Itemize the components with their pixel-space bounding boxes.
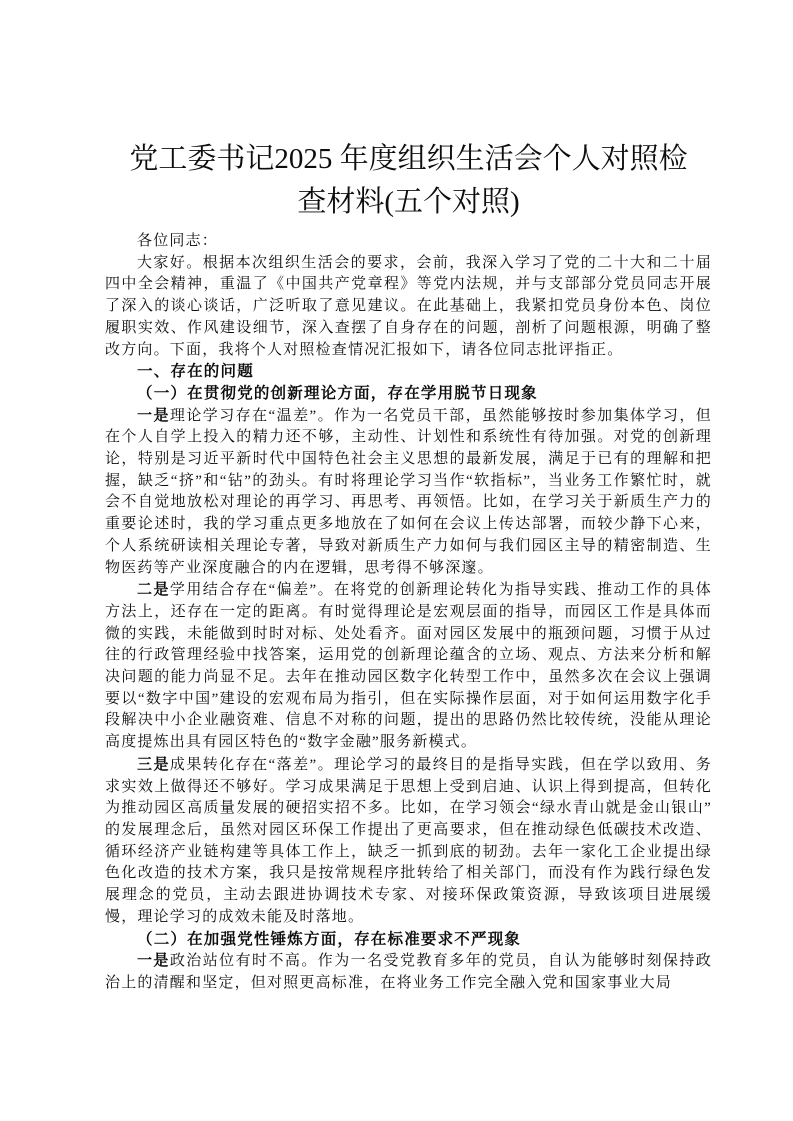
- intro-paragraph: 大家好。根据本次组织生活会的要求，会前，我深入学习了党的二十大和二十届四中全会精神，重温了《中国共产党章程》等党内法规，并与支部部分党员同志开展了深入的谈心谈话，广泛听取了意见建议。在此基础上，我紧扣党员身份本色、岗位履职实效、作风建设细节，深入查摆了自身存在的问题，剖析了问题根源，明确了整改方向。下面，我将个人对照检查情况汇报如下，请各位同志批评指正。: [105, 254, 712, 358]
- point-paragraph-3: [105, 754, 712, 929]
- point-lead: 一是: [137, 952, 170, 970]
- point-paragraph-4: [105, 950, 712, 994]
- point-text: 理论学习存在“温差”。作为一名党员干部，虽然能够按时参加集体学习，但在个人自学上投入的精力还不够，主动性、计划性和系统性有待加强。对党的创新理论，特别是习近平新时代中国特色社会主义思想的最新发展，满足于已有的理解和把握，缺乏“挤”和“钻”的劲头。有时将理论学习当作“软指标”，当业务工作繁忙时，就会不自觉地放松对理论的再学习、再思考、再领悟。比如，在学习关于新质生产力的重要论述时，我的学习重点更多地放在了如何在会议上传达部署，而较少静下心来，个人系统研读相关理论专著，导致对新质生产力如何与我们园区主导的精密制造、生物医药等产业深度融合的内在逻辑，思考得不够深邃。: [105, 407, 712, 576]
- title-line-2: 查材料(五个对照): [297, 186, 520, 218]
- section-1-heading: 一、存在的问题: [137, 363, 254, 381]
- point-text: 学用结合存在“偏差”。在将党的创新理论转化为指导实践、推动工作的具体方法上，还存在一定的距离。有时觉得理论是宏观层面的指导，而园区工作是具体而微的实践，未能做到时时对标、处处看齐。面对园区发展中的瓶颈问题，习惯于从过往的行政管理经验中找答案，运用党的创新理论蕴含的立场、观点、方法来分析和解决问题的能力尚显不足。去年在推动园区数字化转型工作中，虽然多次在会议上强调要以“数字中国”建设的宏观布局为指引，但在实际操作层面，对于如何运用数字化手段解决中小企业融资难、信息不对称的问题，提出的思路仍然比较传统，没能从理论高度提炼出具有园区特色的“数字金融”服务新模式。: [105, 582, 712, 751]
- point-lead: 三是: [137, 755, 170, 773]
- point-paragraph-1: [105, 405, 712, 580]
- title-line-1: 党工委书记2025 年度组织生活会个人对照检: [129, 143, 688, 175]
- point-text: 政治站位有时不高。作为一名受党教育多年的党员，自认为能够时刻保持政治上的清醒和坚定，但对照更高标准，在将业务工作完全融入党和国家事业大局: [105, 953, 712, 991]
- subsection-1-1-heading: （一）在贯彻党的创新理论方面，存在学用脱节日现象: [137, 384, 538, 402]
- point-paragraph-2: [105, 579, 712, 754]
- point-text: 成果转化存在“落差”。理论学习的最终目的是指导实践，但在学以致用、务求实效上做得还不够好。学习成果满足于思想上受到启迪、认识上得到提高，但转化为推动园区高质量发展的硬招实招不多。比如，在学习领会“绿水青山就是金山银山”的发展理念后，虽然对园区环保工作提出了更高要求，但在推动绿色低碳技术改造、循环经济产业链构建等具体工作上，缺乏一抓到底的韧劲。去年一家化工企业提出绿色化改造的技术方案，我只是按常规程序批转给了相关部门，而没有作为践行绿色发展理念的党员，主动去跟进协调技术专家、对接环保政策资源，导致该项目进展缓慢，理论学习的成效未能及时落地。: [105, 756, 712, 925]
- subsection-1-2-heading: （二）在加强党性锤炼方面，存在标准要求不严现象: [137, 930, 522, 948]
- document-content: [105, 138, 712, 995]
- point-lead: 一是: [137, 406, 170, 424]
- salutation: 各位同志：: [137, 233, 219, 249]
- point-lead: 二是: [137, 581, 170, 599]
- document-title: [105, 138, 712, 224]
